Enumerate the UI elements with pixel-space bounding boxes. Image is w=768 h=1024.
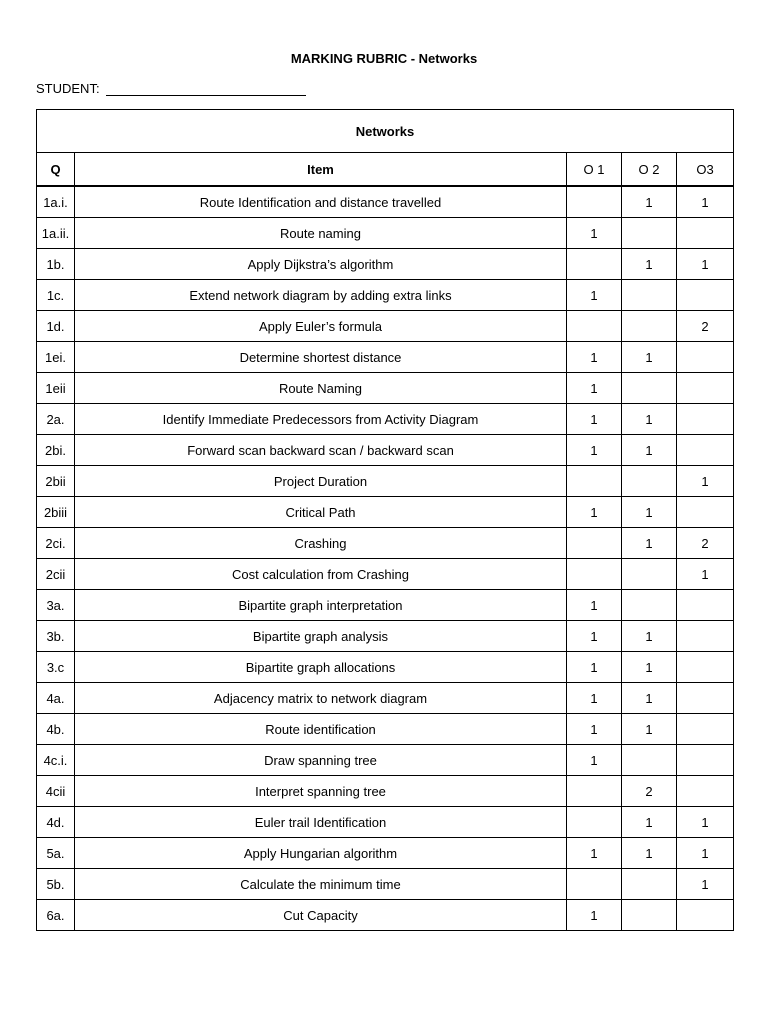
cell-q: 2biii [37, 497, 75, 528]
student-name-line [106, 81, 306, 96]
cell-o1: 1 [567, 621, 622, 652]
cell-o2: 1 [622, 435, 677, 466]
cell-o3 [677, 342, 734, 373]
table-row [37, 683, 734, 714]
table-row [37, 218, 734, 249]
cell-o1: 1 [567, 342, 622, 373]
cell-item: Bipartite graph allocations [75, 652, 567, 683]
cell-o2 [622, 869, 677, 900]
cell-o3 [677, 435, 734, 466]
table-row [37, 900, 734, 931]
column-header-o2: O 2 [622, 153, 677, 187]
table-row [37, 280, 734, 311]
cell-o2 [622, 559, 677, 590]
table-row [37, 404, 734, 435]
cell-o2 [622, 745, 677, 776]
cell-o3: 2 [677, 311, 734, 342]
cell-q: 1b. [37, 249, 75, 280]
cell-q: 1c. [37, 280, 75, 311]
cell-o1: 1 [567, 373, 622, 404]
table-row [37, 559, 734, 590]
cell-o1: 1 [567, 404, 622, 435]
cell-q: 6a. [37, 900, 75, 931]
cell-o2: 1 [622, 404, 677, 435]
student-field [36, 81, 306, 96]
section-header-row [37, 110, 734, 153]
cell-o3 [677, 218, 734, 249]
cell-item: Apply Euler’s formula [75, 311, 567, 342]
cell-o1: 1 [567, 435, 622, 466]
column-header-row [37, 153, 734, 187]
table-row [37, 745, 734, 776]
cell-o3 [677, 900, 734, 931]
table-row [37, 621, 734, 652]
cell-o1: 1 [567, 652, 622, 683]
cell-o1 [567, 776, 622, 807]
cell-o3: 1 [677, 807, 734, 838]
cell-o3: 1 [677, 838, 734, 869]
cell-q: 3.c [37, 652, 75, 683]
cell-item: Extend network diagram by adding extra links [75, 280, 567, 311]
cell-o1 [567, 869, 622, 900]
cell-item: Project Duration [75, 466, 567, 497]
document-title: MARKING RUBRIC - Networks [290, 51, 478, 66]
cell-o1 [567, 186, 622, 218]
cell-o1 [567, 528, 622, 559]
cell-item: Route Naming [75, 373, 567, 404]
cell-o2 [622, 373, 677, 404]
table-row [37, 373, 734, 404]
cell-o1: 1 [567, 714, 622, 745]
cell-o3: 2 [677, 528, 734, 559]
cell-o1 [567, 559, 622, 590]
table-row [37, 590, 734, 621]
cell-item: Determine shortest distance [75, 342, 567, 373]
table-row [37, 249, 734, 280]
cell-o1 [567, 311, 622, 342]
cell-q: 1a.ii. [37, 218, 75, 249]
cell-o3: 1 [677, 869, 734, 900]
cell-item: Cost calculation from Crashing [75, 559, 567, 590]
cell-o2: 1 [622, 621, 677, 652]
section-title: Networks [37, 110, 734, 153]
cell-item: Route Identification and distance travelled [75, 186, 567, 218]
cell-item: Forward scan backward scan / backward scan [75, 435, 567, 466]
cell-q: 1d. [37, 311, 75, 342]
cell-item: Apply Hungarian algorithm [75, 838, 567, 869]
column-header-o1: O 1 [567, 153, 622, 187]
cell-o2 [622, 280, 677, 311]
cell-o3 [677, 745, 734, 776]
cell-q: 4a. [37, 683, 75, 714]
cell-item: Route identification [75, 714, 567, 745]
cell-o2: 1 [622, 528, 677, 559]
column-header-o3: O3 [677, 153, 734, 187]
cell-q: 4cii [37, 776, 75, 807]
table-row [37, 652, 734, 683]
table-row [37, 869, 734, 900]
cell-q: 2ci. [37, 528, 75, 559]
cell-o1: 1 [567, 838, 622, 869]
cell-q: 4d. [37, 807, 75, 838]
cell-o3: 1 [677, 466, 734, 497]
cell-o2: 1 [622, 838, 677, 869]
cell-q: 4c.i. [37, 745, 75, 776]
cell-q: 3a. [37, 590, 75, 621]
cell-item: Calculate the minimum time [75, 869, 567, 900]
cell-o1: 1 [567, 218, 622, 249]
cell-item: Apply Dijkstra’s algorithm [75, 249, 567, 280]
table-row [37, 311, 734, 342]
cell-o2: 1 [622, 249, 677, 280]
cell-q: 4b. [37, 714, 75, 745]
cell-q: 5b. [37, 869, 75, 900]
table-row [37, 466, 734, 497]
cell-o3 [677, 714, 734, 745]
cell-item: Bipartite graph interpretation [75, 590, 567, 621]
cell-q: 1a.i. [37, 186, 75, 218]
cell-item: Adjacency matrix to network diagram [75, 683, 567, 714]
table-row [37, 714, 734, 745]
cell-o2 [622, 900, 677, 931]
cell-o3: 1 [677, 559, 734, 590]
cell-o1 [567, 807, 622, 838]
cell-o3 [677, 373, 734, 404]
cell-o2: 1 [622, 714, 677, 745]
cell-q: 1ei. [37, 342, 75, 373]
cell-o2: 2 [622, 776, 677, 807]
column-header-item: Item [75, 153, 567, 187]
table-row [37, 776, 734, 807]
cell-o3: 1 [677, 186, 734, 218]
cell-q: 2bi. [37, 435, 75, 466]
table-row [37, 435, 734, 466]
cell-o3 [677, 497, 734, 528]
cell-o2 [622, 218, 677, 249]
cell-o2: 1 [622, 497, 677, 528]
cell-o2 [622, 590, 677, 621]
cell-q: 2bii [37, 466, 75, 497]
cell-o3: 1 [677, 249, 734, 280]
cell-item: Bipartite graph analysis [75, 621, 567, 652]
cell-o2 [622, 466, 677, 497]
table-row [37, 342, 734, 373]
column-header-q: Q [37, 153, 75, 187]
cell-o3 [677, 776, 734, 807]
cell-o1: 1 [567, 590, 622, 621]
cell-o1: 1 [567, 900, 622, 931]
table-row [37, 838, 734, 869]
cell-o2: 1 [622, 807, 677, 838]
cell-o1 [567, 249, 622, 280]
cell-o1: 1 [567, 280, 622, 311]
cell-item: Draw spanning tree [75, 745, 567, 776]
cell-q: 2a. [37, 404, 75, 435]
cell-o2: 1 [622, 186, 677, 218]
cell-o1 [567, 466, 622, 497]
cell-o3 [677, 404, 734, 435]
student-label: STUDENT: [36, 81, 104, 96]
cell-item: Cut Capacity [75, 900, 567, 931]
table-row [37, 186, 734, 218]
cell-item: Identify Immediate Predecessors from Activity Diagram [75, 404, 567, 435]
cell-o3 [677, 652, 734, 683]
cell-q: 1eii [37, 373, 75, 404]
table-row [37, 497, 734, 528]
cell-o3 [677, 683, 734, 714]
cell-q: 2cii [37, 559, 75, 590]
cell-o2: 1 [622, 683, 677, 714]
cell-o3 [677, 280, 734, 311]
table-row [37, 807, 734, 838]
cell-o1: 1 [567, 497, 622, 528]
cell-item: Euler trail Identification [75, 807, 567, 838]
cell-item: Route naming [75, 218, 567, 249]
cell-item: Crashing [75, 528, 567, 559]
cell-o3 [677, 621, 734, 652]
cell-o3 [677, 590, 734, 621]
cell-o1: 1 [567, 745, 622, 776]
cell-q: 5a. [37, 838, 75, 869]
cell-item: Critical Path [75, 497, 567, 528]
cell-o2: 1 [622, 342, 677, 373]
cell-o2: 1 [622, 652, 677, 683]
cell-o1: 1 [567, 683, 622, 714]
rubric-table [36, 109, 734, 931]
cell-q: 3b. [37, 621, 75, 652]
cell-o2 [622, 311, 677, 342]
table-row [37, 528, 734, 559]
cell-item: Interpret spanning tree [75, 776, 567, 807]
